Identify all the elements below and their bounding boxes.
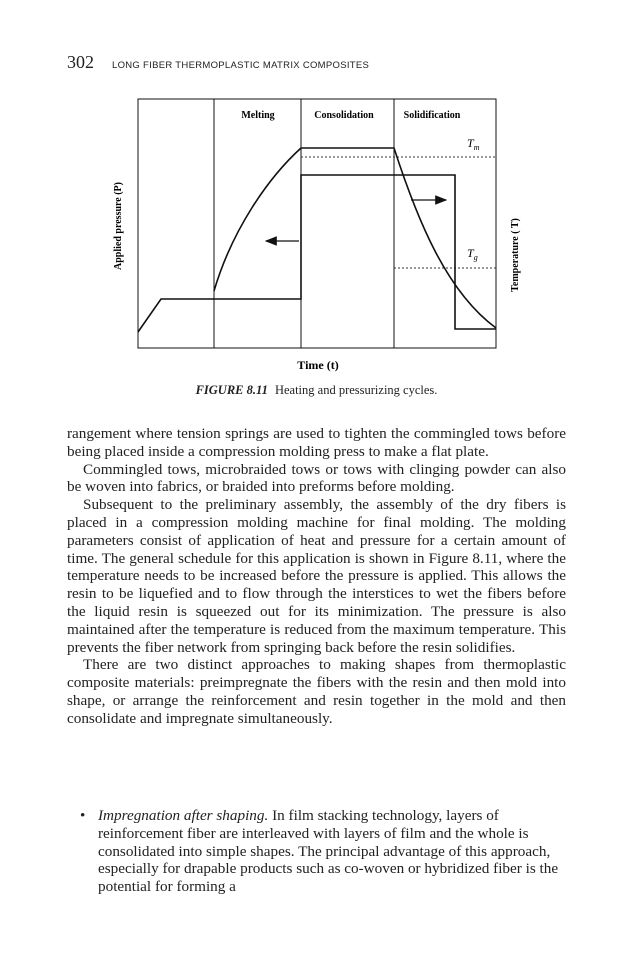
figure-caption-label: FIGURE 8.11 [195,383,268,397]
bullet-item [80,807,566,896]
page-number: 302 [67,52,94,72]
tm-label: $T_m$ [467,136,480,152]
bullet-dot: • [80,807,86,824]
body-text [67,425,566,728]
bullet-text: In film stacking technology, layers of reinforcement fiber are interleaved with layers of film and the whole is consolidated into simple shapes. The principal advantage of this approach, especially for drapable products such as co-woven or hybridized fiber is the potential for forming a [98,807,559,896]
left-axis-label: Applied pressure (P) [113,182,124,270]
phase-label-consolidation: Consolidation [314,110,374,121]
right-axis-label: Temperature ( T) [510,218,521,292]
plot-frame [138,99,496,348]
running-head: LONG FIBER THERMOPLASTIC MATRIX COMPOSITES [112,60,370,71]
paragraph: Commingled tows, microbraided tows or tows with clinging powder can also be woven into fabrics, or braided into preforms before molding. [67,460,566,496]
figure-caption-text: Heating and pressurizing cycles. [274,383,438,397]
bullet-lead: Impregnation after shaping. [98,807,269,824]
figure-8-11 [0,0,633,400]
x-axis-label: Time (t) [297,358,339,372]
phase-label-solidification: Solidification [403,110,461,121]
figure-caption [0,383,633,398]
paragraph: There are two distinct approaches to making shapes from thermoplastic composite materials: preimpregnate the fibers with the resin and then mold into shape, or arrange the reinforcement and resin together in the mold and then consolidate and impregnate simultaneously. [67,656,566,727]
tg-label: $T_g$ [467,246,478,262]
phase-label-melting: Melting [241,110,275,121]
paragraph: rangement where tension springs are used to tighten the commingled tows before being placed inside a compression molding press to make a flat plate. [67,425,566,460]
pressure-curve [138,175,496,332]
paragraph: Subsequent to the preliminary assembly, the assembly of the dry fibers is placed in a compression molding machine for final molding. The molding parameters consist of application of heat and pressure for a certain amount of time. The general schedule for this application is shown in Figure 8.11, where the temperature needs to be increased before the pressure is applied. This allows the resin to be liquefied and to flow through the interstices to wet the fibers before the liquid resin is squeezed out for its minimization. The pressure is also maintained after the temperature is reduced from the maximum temperature. This prevents the fiber network from springing back before the resin solidifies. [67,496,566,656]
